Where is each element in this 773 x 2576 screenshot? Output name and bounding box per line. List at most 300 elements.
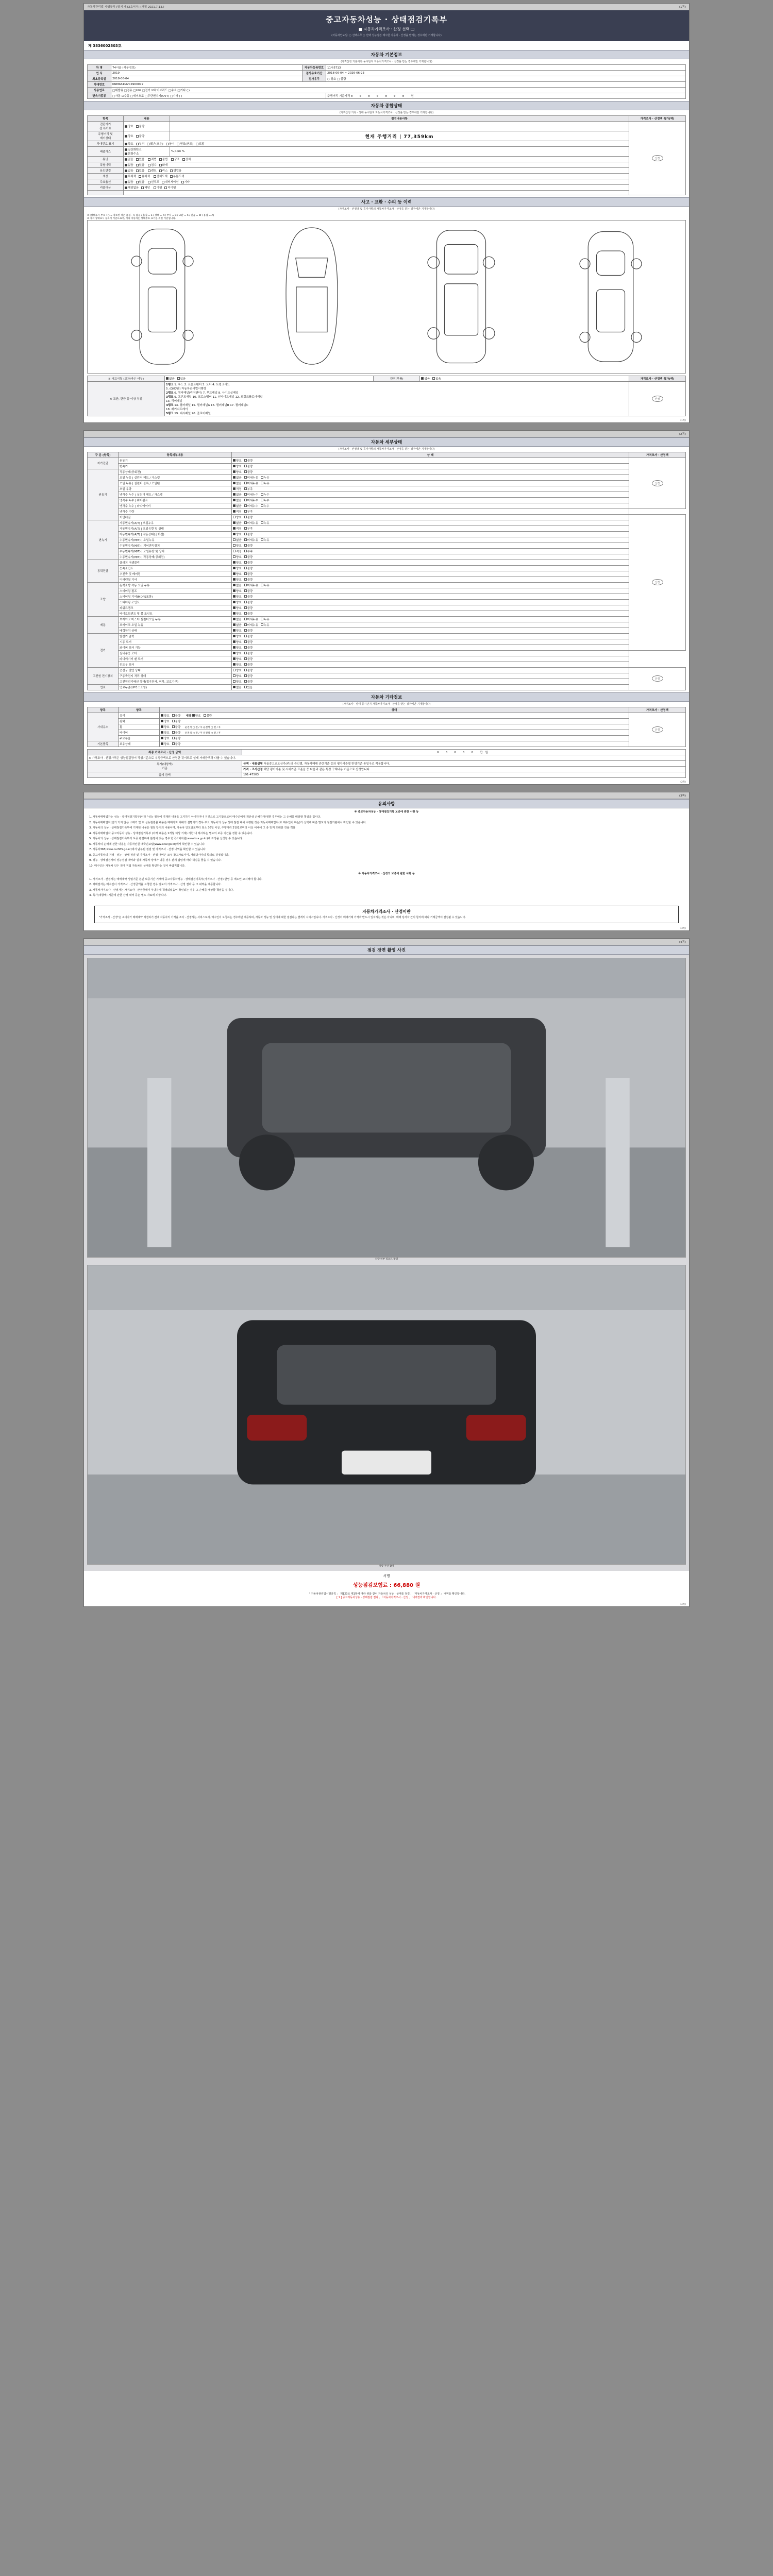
detail-item-oil-head: 오일 누유 | 실린더 헤드 / 가스켓 — [119, 474, 232, 480]
detail-item-wiper: 와이퍼 모터 기능 — [119, 645, 232, 650]
signature-label: 서명 — [383, 1573, 390, 1578]
detail-wrap — [84, 452, 689, 692]
overall-row-recall-content: 해당없음 해당 이행 미이행 — [124, 185, 629, 191]
sheet-4-footer: (4쪽) — [680, 1603, 686, 1606]
caution2-item-1: 1. 가격조사 · 산정자는 매매계약 성립기준 본인 보증기간 기재에 중고자동차성능 · 상태점검기록부(가격조사 · 산정) 반영 등 매도인 고지해야 합니다. — [89, 877, 262, 881]
legend-rank-5 — [166, 411, 628, 415]
accident-history-wrap — [84, 376, 689, 418]
overall-head-price: 가격조사 · 산정액 특가(액) — [629, 116, 686, 122]
caution2-item-4: 4. 특가(대항액) 기준에 관한 산정 내역 등은 별도 자료에 의합니다. — [89, 894, 167, 897]
etc-state-wheel: 양호 불량 운전석 □ 전 / 후 운전석 □ 전 / 후 — [160, 724, 629, 730]
price-basis-row-1 — [242, 760, 686, 766]
detail-state-tierod: 양호 불량 — [232, 611, 629, 616]
detail-item-cvjoint: 등속조인트 — [119, 565, 232, 571]
form-reference: 자동차관리법 시행규칙 [별지 제82호서식] (개정 2021.7.13.) — [87, 6, 164, 9]
document-subtitle: ■ 자동차가격조사 · 산정 선택 □ — [358, 27, 415, 31]
price-survey-definition-body: "가격조사 · 산정"은 소비자가 매매계약 체결하기 전에 자동차의 가격을 조사 · 산정하는 서비스로서, 매수인이 요청하는 경우에만 제공하며, 자동차 성능 및 상태에 대한 점검과는 별개의 서비스입니다. 가격조사 · 산정이 매매거래 가격과 반드시 일치하는 것은 아니며, 매매 당사자 간의 합의에 따라 거래금액이 결정될 수 있습니다. — [99, 916, 466, 919]
overall-row-special-content: 없음 있음 침수 화재 — [124, 162, 629, 168]
overall-row-emission-detail: % ppm % — [170, 147, 629, 157]
detail-item-at-leak: 자동변속기(A/T) | 오일누유 — [119, 520, 232, 526]
accident-price-value — [629, 381, 686, 416]
detail-state-at-idle: 양호 불량 — [232, 531, 629, 537]
detail-head-price: 가격조사 · 산정액 — [629, 452, 686, 457]
overall-row-emission-label: 배출가스 — [88, 147, 124, 157]
basic-info-wrap — [84, 64, 689, 101]
detail-item-steering-joint: 스티어링 조인트 — [119, 599, 232, 605]
sheet-2 — [83, 430, 690, 785]
car-diagram-front-view — [124, 223, 201, 371]
section-etc-sub: (자격조사 · 상태 동시단지 자동차가격조사 · 산정을 받는 경우에만 기재합니다) — [342, 702, 431, 706]
detail-state-hv-wiring: 양호 불량 — [232, 679, 629, 684]
detail-group-fuel: 연료 — [88, 684, 119, 690]
label-inspection-result: 검사유무 — [303, 76, 326, 82]
overall-head-content: 내용 — [124, 116, 170, 122]
detail-state-at-level: 적정 부족 — [232, 526, 629, 531]
caution-item-4: 4. 자동차매매업자 중고자동차 성능 · 상태점검기록부 (아래 내용은 1개월 이상 기재) 기한 내 제시하는 별도의 보증 기간을 정할 수 있습니다. — [89, 832, 253, 835]
detail-item-ps-leak: 동력조향 작동 오일 누유 — [119, 582, 232, 588]
photo-2-caption: 차량 후면 촬영 — [379, 1565, 394, 1568]
overall-row-vin-label: 차대번호 표기 — [88, 141, 124, 147]
overall-table — [87, 115, 686, 195]
car-diagram-top-view — [273, 223, 350, 371]
value-inspection-period: 2018-06-04 ~ 2026-06-23 — [326, 71, 686, 76]
section-basic-info-sub: (자격산정 기본기록 동시단지 자동차가격조사 · 산정을 받는 경우에만 기재합니다) — [341, 60, 432, 63]
detail-item-radiator: 냉각수 누수 | 라디에이터 — [119, 503, 232, 509]
legend-rank-2 — [166, 391, 628, 395]
price-basis-key-2: 가격 · 조사산정 — [243, 768, 263, 771]
section-etc-bar: 자동차 기타정보 — [84, 692, 689, 702]
etc-head-item: 항목 — [119, 707, 160, 713]
accident-history-table — [87, 376, 686, 416]
etc-group-basic: 기본품목 — [88, 741, 119, 747]
final-price-value: 0 0 0 0 0 만원 — [242, 749, 686, 755]
section-accident-bar: 사고 · 교환 · 수리 등 이력 — [84, 197, 689, 207]
detail-state-mt-idle: 양호 불량 — [232, 554, 629, 560]
etc-wrap — [84, 707, 689, 749]
detail-item-coolant-head: 냉각수 누수 | 실린더 헤드 / 가스켓 — [119, 492, 232, 497]
etc-sub-interior-label: 내장 — [186, 714, 192, 718]
photo-1-wrap — [87, 958, 686, 1261]
overall-price-stamp: 산정 — [652, 155, 663, 161]
inspection-fee-label: 성능점검보험료 : — [352, 1582, 392, 1588]
section-basic-info-bar: 자동차 기본정보 — [84, 50, 689, 59]
detail-group-highvoltage: 고전원 전기장치 — [88, 667, 119, 684]
detail-item-brake-master: 브레이크 마스터 실린더오일 누유 — [119, 616, 232, 622]
document-number: 제 3836002803호 — [88, 44, 122, 48]
legend-rank-1 — [166, 382, 628, 386]
page-number-3: (3쪽) — [679, 794, 686, 798]
mileage-standard-label: 주행거리 기준가격 — [327, 95, 350, 98]
car-diagram-side-view — [423, 223, 500, 371]
overall-row-options-label: 주요옵션 — [88, 179, 124, 185]
detail-group-selfdiag: 자가진단 — [88, 457, 119, 469]
etc-state-polish: 양호 불량 — [160, 718, 629, 724]
detail-state-steering-joint: 양호 불량 — [232, 599, 629, 605]
overall-row-spacer — [124, 191, 629, 195]
sheet-3-footer: (3쪽) — [680, 927, 686, 930]
price-survey-definition-title: 자동차가격조사 · 산정이란 — [362, 909, 411, 914]
sheet-1-footer: (1쪽) — [680, 419, 686, 422]
detail-price-stamp-2: 산정 — [652, 579, 663, 585]
detail-head-item: 항목세부내용 — [119, 452, 232, 457]
detail-state-oil-block: 없음 미세누유 누유 — [232, 480, 629, 486]
detail-state-coolant-level: 적정 부족 — [232, 509, 629, 514]
detail-state-radiator-fan: 양호 불량 — [232, 656, 629, 662]
final-price-label: 최종 가격조사 · 산정 금액 — [88, 749, 242, 755]
detail-state-brake-oil: 없음 미세누유 누유 — [232, 622, 629, 628]
etc-state-basic: 양호 불량 — [160, 741, 629, 747]
detail-state-window-motor: 양호 불량 — [232, 662, 629, 667]
detail-state-mt-leak: 없음 미세누유 누유 — [232, 537, 629, 543]
sheet-3 — [83, 792, 690, 931]
overall-wrap — [84, 115, 689, 197]
detail-item-oil-level: 오일 유량 — [119, 486, 232, 492]
detail-item-waterpump: 냉각수 누수 | 워터펌프 — [119, 497, 232, 503]
caution2-item-3: 3. 자동차가격조사 · 산정자는 가격조사 · 산정금액이 부당하게 책정되었음이 확인되는 경우 그 손해를 배상할 책임을 집니다. — [89, 888, 234, 892]
legend-rank-5-val: 19. 대시패널 20. 플로어패널 — [174, 412, 211, 415]
detail-state-waterpump: 없음 미세누수 누수 — [232, 497, 629, 503]
etc-head-state: 상태 — [160, 707, 629, 713]
section-photos-bar: 점검 장면 촬영 사진 — [84, 945, 689, 955]
detail-price-cell-3 — [629, 667, 686, 690]
detail-item-window-motor: 윈도우 모터 — [119, 662, 232, 667]
page-number-2: (2쪽) — [679, 432, 686, 436]
inspection-fee-row — [84, 1580, 689, 1591]
etc-item-basic-state: 보유상태 — [119, 741, 160, 747]
detail-item-steering-gear: 스티어링 기어(MDPS포함) — [119, 594, 232, 599]
photo-underbody — [87, 958, 686, 1258]
accident-history-options: 없음 있음 — [165, 376, 374, 381]
detail-state-wiper: 양호 불량 — [232, 645, 629, 650]
detail-item-at-idle: 자동변속기(A/T) | 작동상태(공회전) — [119, 531, 232, 537]
value-transmission: □자동 ☑수동 □세미오토 □무단변속기(CVT) □기타 ( ) — [111, 93, 326, 99]
cautions-body — [84, 808, 689, 903]
detail-item-booster: 배력장치 상태 — [119, 628, 232, 633]
etc-table — [87, 707, 686, 747]
detail-state-alternator: 양호 불량 — [232, 633, 629, 639]
detail-state-at-leak: 없음 미세누유 누유 — [232, 520, 629, 526]
etc-state-mainparts: 양호 불량 — [160, 735, 629, 741]
detail-state-charge-port: 양호 불량 — [232, 667, 629, 673]
document-title: 중고자동차성능 · 상태점검기록부 — [325, 15, 447, 24]
detail-item-mt-idle: 수동변속기(M/T) | 작동상태(공회전) — [119, 554, 232, 560]
etc-state-glass: 양호 불량 내장 양호 불량 — [160, 713, 629, 718]
etc-head-group: 항목 — [88, 707, 119, 713]
overall-row-mileage-label: 주행거리 및 계기상태 — [88, 131, 124, 141]
sheet-3-topbar-left — [87, 793, 88, 798]
detail-item-oil-block: 오일 누유 | 실린더 블록 / 오일팬 — [119, 480, 232, 486]
price-basis-row-2 — [242, 766, 686, 772]
overall-row-usechange-content: 없음 있음 렌트 리스 영업용 — [124, 168, 629, 174]
price-total-label: 합계 금액 — [88, 772, 242, 777]
detail-state-brake-master: 없음 미세누유 누유 — [232, 616, 629, 622]
overall-head-detail: 점검내용사항 — [170, 116, 629, 122]
accident-note-1: ※ (상태표시 부호 : ○ = 양호한 작은 흠집 · 녹 없음 / 흠집 = S / 상태 = N / 부식 = C / 교환 = X / 판금 = W / 용접 = A) — [87, 214, 214, 217]
detail-item-alternator: 발전기 출력 — [119, 633, 232, 639]
value-fuel: □휘발유 □경유 □LPG □전기 ☑하이브리드 □수소 □기타 ( ) — [111, 88, 686, 93]
document-subnote: (자동차인도일: ○ 선택유무 ○ 선택 성능점검 제시한 자동차 · 산정을 받지는 경우에만 기재합니다) — [331, 34, 442, 37]
detail-item-trans-diag: 변속기 — [119, 463, 232, 469]
photo-gap — [87, 1261, 686, 1265]
label-inspection-period: 검사유효기간 — [303, 71, 326, 76]
legend-rank-3b-val: 13. 리어패널 — [166, 399, 182, 403]
sheet-4-topbar — [84, 939, 689, 945]
detail-item-mt-gear: 수동변속기(M/T) | 기어변속장치 — [119, 543, 232, 548]
detail-state-cvjoint: 양호 불량 — [232, 565, 629, 571]
photo-rear — [87, 1265, 686, 1565]
detail-head-group: 구 분 (항목) — [88, 452, 119, 457]
accident-legend-title: ※ 교환, 판금 등 이상 부위 — [88, 381, 165, 416]
legend-rank-3b — [166, 399, 628, 403]
detail-state-commonrail: 양호 불량 — [232, 514, 629, 520]
detail-item-fuel-leak: 연료누출(LP가스포함) — [119, 684, 232, 690]
overall-row-usechange-label: 용도변경 — [88, 168, 124, 174]
caution-item-3: 3. 자동차의 성능 · 상태점검기록부에 기재된 내용은 점검 당시의 내용이며, 자동차 인도일로부터 최소 30일 이상, 주행거리 2천킬로미터 이상 이내에 그 중 먼저 도래한 것을 적용 — [89, 826, 296, 830]
detail-table — [87, 452, 686, 690]
detail-state-fuel-leak: 없음 있음 — [232, 684, 629, 690]
detail-group-engine: 원동기 — [88, 469, 119, 520]
value-plate: 74시울 (세부정보) — [111, 65, 303, 71]
section-cautions-bar: 유의사항 — [84, 799, 689, 808]
accident-price-stamp: 산정 — [652, 396, 663, 402]
detail-state-booster: 양호 불량 — [232, 628, 629, 633]
accident-diagram-section — [84, 212, 689, 376]
caution-item-10: 10. 매수인은 자동차 인수 전에 직접 자동차의 상태를 확인하는 것이 바람직합니다. — [89, 864, 186, 868]
detail-state-mt-level: 적정 부족 — [232, 548, 629, 554]
detail-price-stamp-1: 산정 — [652, 480, 663, 486]
detail-item-blower: 실내송풍 모터 — [119, 650, 232, 656]
detail-group-transmission: 변속기 — [88, 520, 119, 560]
caution-item-7: 7. 자동차365(www.car365.go.kr)에서 남부된 점검 및 가격조사 · 산정 내역을 확인할 수 있습니다. — [89, 848, 207, 852]
label-transmission: 변속기종류 — [88, 93, 111, 99]
detail-item-battery-isolation: 구동축전지 격리 상태 — [119, 673, 232, 679]
overall-row-spacer-label — [88, 191, 124, 195]
price-basis-key-1: 금액 · 내용설명 — [243, 762, 263, 766]
detail-item-hv-wiring: 고전원전기배선 상태(접속단자, 피복, 보호기구) — [119, 679, 232, 684]
accident-history2-options: 없음 있음 — [420, 376, 629, 381]
section-detail-bar: 자동차 세부상태 — [84, 437, 689, 447]
etc-item-tire: 타이어 — [119, 730, 160, 735]
sheet-2-topbar-left — [87, 432, 88, 436]
detail-state-coolant-head: 없음 미세누수 누수 — [232, 492, 629, 497]
overall-row-mileage-content: 양호 불량 — [124, 131, 170, 141]
etc-price-cell — [629, 713, 686, 747]
detail-state-battery-isolation: 양호 불량 — [232, 673, 629, 679]
label-first-reg: 최초등록일 — [88, 76, 111, 82]
overall-row-recall-label: 리콜대상 — [88, 185, 124, 191]
legend-rank-4-key: 4랭크 — [166, 403, 174, 407]
detail-item-charge-port: 충전구 절연 상태 — [119, 667, 232, 673]
sheet-1 — [83, 3, 690, 423]
detail-price-stamp-3: 산정 — [652, 675, 663, 682]
overall-row-color-label: 색상 — [88, 174, 124, 179]
caution-item-2: 2. 자동차매매업자(인가 가지 않은 소매거 및 또 성능점검을 내용은 매매사자 대배의 설명기기 경우 주요 자동차의 성능 상태 점검 대해 수행된 것은 자동차매매업자(또 매수인이 하는)가 선택에 따른 별도의 점검기관에서 확인할 수 있습니다. — [89, 821, 367, 824]
sheet-2-footer: (2쪽) — [680, 781, 686, 784]
page-number-4: (4쪽) — [679, 940, 686, 944]
value-vin: KNMAS1MVC4900072 — [111, 82, 686, 88]
legend-rank-2-key: 2랭크 — [166, 391, 174, 395]
detail-item-commonrail: 커먼레일 — [119, 514, 232, 520]
detail-item-mt-level: 수동변속기(M/T) | 오일유량 및 상태 — [119, 548, 232, 554]
etc-state-tire: 양호 불량 운전석 □ 전 / 후 운전석 □ 전 / 후 — [160, 730, 629, 735]
value-first-reg: 2018-06-04 — [111, 76, 303, 82]
detail-state-power-crank: 양호 불량 — [232, 605, 629, 611]
detail-group-electric: 전기 — [88, 633, 119, 667]
detail-state-oil-head: 없음 미세누유 누유 — [232, 474, 629, 480]
overall-row-mileage-value: 현재 주행거리 | 77,359km — [170, 131, 629, 141]
legend-rank-5-key: 5랭크 — [166, 412, 174, 415]
etc-tire-note: 운전석 □ 전 / 후 운전석 □ 전 / 후 — [184, 732, 221, 735]
detail-state-differential: 양호 불량 — [232, 577, 629, 582]
legend-rank-2-val: 6. 쿼터패널(리어팬더) 7. 루프패널 8. 사이드실패널 — [174, 391, 239, 395]
overall-row-options-content: 없음 있음 선루프 내비게이션 기타 — [124, 179, 629, 185]
sheet-4-topbar-left — [87, 940, 88, 944]
section-detail-sub: (자격조사 · 산정액 및 특가사항의 자동차가격조사 · 산정을 받는 경우에만 기재합니다) — [338, 447, 435, 451]
legend-rank-4-val: 14. 필러패널 15. 필러패널A 16. 필러패널B 17. 필러패널C — [174, 403, 248, 407]
etc-group-exterior: 사내유소 — [88, 713, 119, 741]
footer-legal-line-1: 「 자동차관리법시행규칙 」 제120조 제1항에 따라 위와 같이 자동차의 성능 · 상태를 점검 , 「자동차가격조사 · 산정 」 내역을 확인합니다. — [308, 1592, 465, 1596]
accident-history2-label: 단위(부품) — [374, 376, 420, 381]
overall-row-selfdiag-detail — [170, 122, 629, 131]
detail-item-power-crank: 파워크랭크 — [119, 605, 232, 611]
label-vin: 차대번호 — [88, 82, 111, 88]
etc-head-price: 가격조사 · 산정액 — [629, 707, 686, 713]
value-regno: 11나5713 — [326, 65, 686, 71]
footer-legal-line-2: [ 1 ] 중고자동차성능 · 상태점검 결과 , 「자동차가격조사 · 산정 」 내역결과 확인합니다. — [337, 1596, 436, 1599]
detail-state-engine-idle: 양호 불량 — [232, 469, 629, 474]
detail-state-clutch: 양호 불량 — [232, 560, 629, 565]
caution2-item-2: 2. 매매업자는 매수인이 가격조사 · 산정금액을 요청한 경우 별도의 가격조사 · 산정 결과 등 그 내역을 제공합니다. — [89, 883, 222, 887]
etc-item-wheel: 휠 — [119, 724, 160, 730]
detail-item-differential: 디퍼렌셜 기어 — [119, 577, 232, 582]
accident-history-label: ※ 사고이력 (교차/파손 여부) — [88, 376, 165, 381]
legend-rank-3-val: 9. 프론트패널 10. 크로스멤버 11. 인사이드패널 12. 트렁크플로어패널 — [174, 395, 263, 399]
detail-price-cell-1 — [629, 457, 686, 509]
legend-rank-4b-val: 18. 패키지트레이 — [166, 408, 188, 411]
final-price-note: ※ 가격조사 · 산정가격은 성능점검장이 작성기준으로 추정금액으로 산정한 것이므로 실제 거래금액과 다를 수 있습니다. — [88, 755, 686, 760]
value-inspection-result: ○ 양호 □ 불량 — [326, 76, 686, 82]
page-number-1: (1쪽) — [679, 6, 686, 9]
section-accident-sub: (자격조사 · 산정액 및 특가사항의 자동차가격조사 · 산정을 받는 경우에만 기재합니다) — [338, 208, 435, 211]
legend-rank-3-key: 3랭크 — [166, 395, 174, 399]
label-fuel: 사용연료 — [88, 88, 111, 93]
sheet-3-topbar — [84, 792, 689, 799]
overall-row-vin-content: 양호 부식 훼손(오손) 상이 변조(변도) 도말 — [124, 141, 629, 147]
legend-rank-1-key: 1랭크 — [166, 383, 174, 386]
detail-item-driveshaft: 추진축 및 베어링 — [119, 571, 232, 577]
detail-head-state: 상 태 — [232, 452, 629, 457]
overall-row-selfdiag-content: 양호 불량 — [124, 122, 170, 131]
caution-item-9: 9. 성능 · 상태점검자의 성능점검 내역과 실제 자동차 상태가 다를 경우 관계 법령에 따라 책임을 물을 수 있습니다. — [89, 859, 222, 862]
cautions-head-1: ※ 중고자동차성능 · 상태점검기록 보증에 관한 사항 등 — [354, 810, 419, 814]
mileage-standard-cell — [326, 93, 686, 99]
caution-item-8: 8. 중고자동차의 거래 · 성능 · 상태 점검 및 가격조사 · 산정 내역은 모두 참고자료이며, 거래당사자의 합의로 결정됩니다. — [89, 853, 229, 857]
etc-item-glass: 유리 — [119, 713, 160, 718]
overall-row-tuning-label: 튜닝 — [88, 157, 124, 162]
detail-item-steering-pump: 스티어링 펌프 — [119, 588, 232, 594]
etc-item-polish: 광택 — [119, 718, 160, 724]
cautions-head-2: ※ 자동차가격조사 · 산정의 보증에 관한 사항 등 — [358, 872, 415, 876]
price-basis-desc-1: 서울중고교도상가(주)의 승인별, 자동차매매 관련기준 등의 평가기준별 반영기준 통일구조 적용합니다. — [263, 762, 390, 766]
price-survey-definition-box — [94, 906, 679, 923]
label-plate: 차 명 — [88, 65, 111, 71]
detail-item-tierod: 타이로드엔드 및 볼 조인트 — [119, 611, 232, 616]
inspection-fee-value: 66,880 원 — [393, 1582, 421, 1588]
detail-state-trans-diag: 양호 불량 — [232, 463, 629, 469]
price-basis-label: 특가(대항액) 기준 — [88, 760, 242, 772]
detail-state-engine-diag: 양호 불량 — [232, 457, 629, 463]
etc-price-stamp: 산정 — [652, 726, 663, 733]
photo-2-wrap — [87, 1265, 686, 1568]
detail-item-engine-diag: 원동기 — [119, 457, 232, 463]
detail-state-mt-gear: 양호 불량 — [232, 543, 629, 548]
sheet-4 — [83, 938, 690, 1607]
form-topbar — [84, 4, 689, 10]
footer-legal-note — [84, 1591, 689, 1602]
legend-rank-1-val: 1. 후드 2. 프론트팬더 3. 도어 4. 트렁크리드 — [174, 383, 230, 386]
detail-item-mt-leak: 수동변속기(M/T) | 오일누유 — [119, 537, 232, 543]
etc-wheel-note: 운전석 □ 전 / 후 운전석 □ 전 / 후 — [184, 726, 221, 729]
detail-item-brake-oil: 브레이크 오일 누유 — [119, 622, 232, 628]
detail-price-cell-2 — [629, 514, 686, 650]
legend-rank-4 — [166, 403, 628, 407]
legend-rank-4b — [166, 407, 628, 411]
caution-item-1: 1. 자동차매매업자는 성능 · 상태점검기록부(이하 "성능 점검에 기재된 내용을 고지하지 아니하거나 거짓으로 고지함으로써 매수인에게 재산상 손해가 발생한 경우에는 그 손해를 배상할 책임을 집니다. — [89, 816, 321, 819]
section-overall-sub: (자격산정 기록 · 상태 동시단지 자동차가격조사 · 산정을 받는 경우에만 기재합니다) — [339, 111, 434, 114]
price-wrap — [84, 749, 689, 780]
overall-row-color-content: 무채색 유채색 전체도색 부분도색 — [124, 174, 629, 179]
price-table — [87, 749, 686, 778]
overall-row-emission-content: 일산화탄소 탄화수소 — [124, 147, 170, 157]
sheet-2-topbar — [84, 431, 689, 437]
mileage-standard-digits: 0 0 0 0 0 0 0 원 — [351, 95, 416, 98]
document-title-block — [84, 10, 689, 41]
overall-row-tuning-content: 없음 있음 적법 불법 구조 장치 — [124, 157, 629, 162]
etc-item-mainparts: 주요부품 — [119, 735, 160, 741]
price-total-value: 191-47503 — [242, 772, 686, 777]
section-overall-bar: 자동차 종합상태 — [84, 101, 689, 110]
detail-item-clutch: 클러치 어셈블리 — [119, 560, 232, 565]
accident-note-2: ※ 자격 상태표시 등록기 기준으로서, 기타 자동차는 상태부호 표기를 위한 기준입니다. — [87, 217, 176, 220]
detail-group-driveline: 동력전달 — [88, 560, 119, 582]
detail-item-at-level: 자동변속기(A/T) | 오일유량 및 상태 — [119, 526, 232, 531]
caution-item-5: 5. 자동차의 성능 · 상태점검기록부의 보증 관련하여 분쟁이 있는 경우 한국소비자원(www.kca.go.kr)에 조정을 신청할 수 있습니다. — [89, 837, 243, 841]
legend-rank-1b — [166, 386, 628, 391]
legend-rank-3 — [166, 395, 628, 399]
car-diagram-rear-view — [572, 223, 649, 371]
detail-state-blower: 양호 불량 — [232, 650, 629, 656]
label-regno: 자동차등록번호 — [303, 65, 326, 71]
accident-price-head: 가격조사 · 산정액 특가(액) — [629, 376, 686, 381]
legend-rank-1b-val: 5. (O/X/판) 자동차관리법시행령 — [166, 387, 206, 391]
detail-item-starter: 시동 모터 — [119, 639, 232, 645]
detail-state-driveshaft: 양호 불량 — [232, 571, 629, 577]
detail-group-brake: 제동 — [88, 616, 119, 633]
value-year: 2019 — [111, 71, 303, 76]
detail-group-steering: 조향 — [88, 582, 119, 616]
overall-row-selfdiag-label: 진단기기 접 특가표 — [88, 122, 124, 131]
car-diagram-wrap — [87, 220, 686, 374]
detail-state-steering-pump: 양호 불량 — [232, 588, 629, 594]
photo-1-caption: 차량 하부 리프트 촬영 — [375, 1258, 398, 1261]
detail-state-starter: 양호 불량 — [232, 639, 629, 645]
label-year: 연 식 — [88, 71, 111, 76]
detail-state-steering-gear: 양호 불량 — [232, 594, 629, 599]
detail-item-coolant-level: 냉각수 수량 — [119, 509, 232, 514]
photo-area — [84, 955, 689, 1571]
caution-item-6: 6. 자동차의 손해에 관한 내용은 자동차민원 대국민포털(www.ecar.go.kr)에서 확인할 수 있습니다. — [89, 842, 206, 846]
detail-item-radiator-fan: 라디에이터 팬 모터 — [119, 656, 232, 662]
